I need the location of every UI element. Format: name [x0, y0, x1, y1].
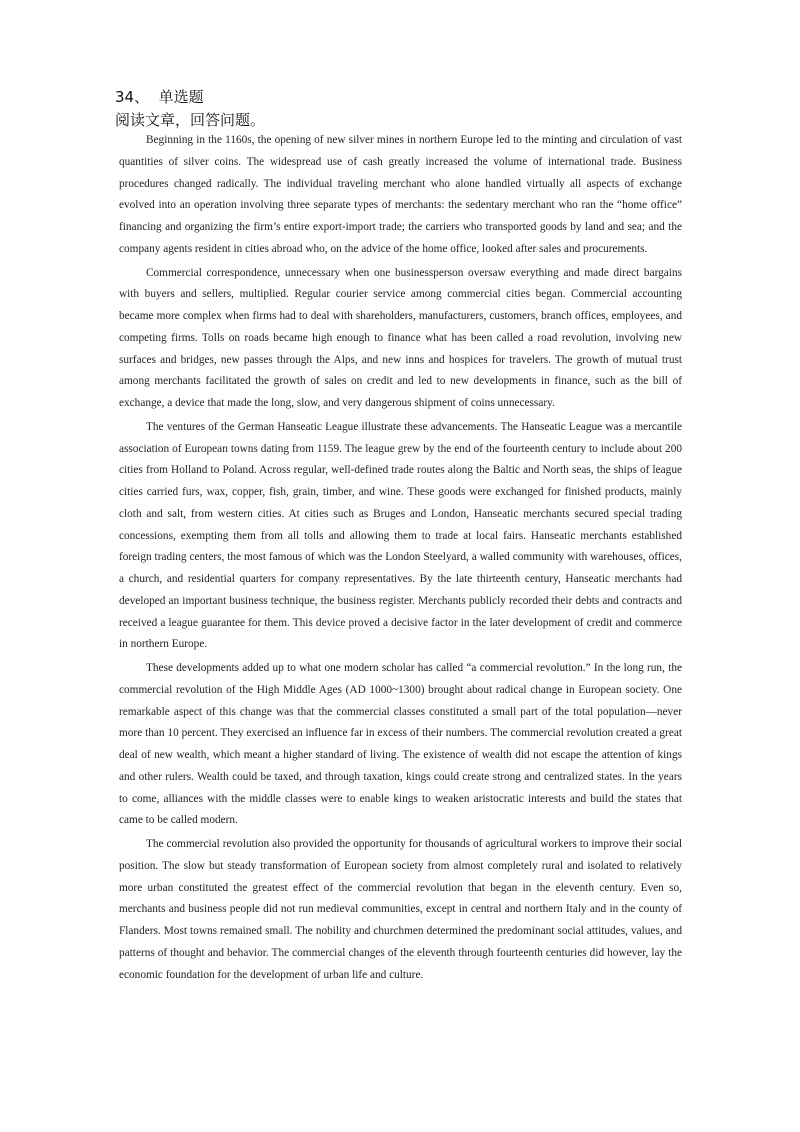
reading-passage [119, 130, 682, 988]
question-instruction: 阅读文章，回答问题。 [115, 111, 266, 129]
passage-paragraph-2: Commercial correspondence, unnecessary when one businessperson oversaw everything and made direct bargains with buyers and sellers, multiplied. Regular courier service among commercial cities began. Commercial accounting became more complex when firms had to deal with shareholders, manufacturers, customers, branch offices, employees, and competing firms. Tolls on roads became high enough to finance what has been called a road revolution, involving new surfaces and bridges, new passes through the Alps, and new inns and hospices for travelers. The growth of mutual trust among merchants facilitated the growth of sales on credit and led to new developments in finance, such as the bill of exchange, a device that made the long, slow, and very dangerous shipment of coins unnecessary. [119, 266, 682, 409]
question-number: 34 [115, 88, 135, 106]
question-type: 单选题 [158, 88, 204, 106]
passage-paragraph-5: The commercial revolution also provided the opportunity for thousands of agricultural workers to improve their social position. The slow but steady transformation of European society from almost completely rural and isolated to relatively more urban constituted the greatest effect of the commercial revolution that began in the eleventh century. Even so, merchants and business people did not run medieval communities, except in central and northern Italy and in the county of Flanders. Most towns remained small. The nobility and churchmen determined the predominant social attitudes, values, and patterns of thought and behavior. The commercial changes of the eleventh through fourteenth centuries did however, lay the economic foundation for the development of urban life and culture. [119, 838, 682, 981]
passage-paragraph-3: The ventures of the German Hanseatic League illustrate these advancements. The Hanseatic League was a mercantile association of European towns dating from 1159. The league grew by the end of the fourteenth century to include about 200 cities from Holland to Poland. Across regular, well-defined trade routes along the Baltic and North seas, the ships of league cities carried furs, wax, copper, fish, grain, timber, and wine. These goods were exchanged for finished products, mainly cloth and salt, from western cities. At cities such as Bruges and London, Hanseatic merchants secured special trading concessions, exempting them from all tolls and allowing them to trade at local fairs. Hanseatic merchants established foreign trading centers, the most famous of which was the London Steelyard, a walled community with warehouses, offices, a church, and residential quarters for company representatives. By the late thirteenth century, Hanseatic merchants had developed an important business technique, the business register. Merchants publicly recorded their debts and contracts and received a league guarantee for them. This device proved a decisive factor in the later development of credit and commerce in northern Europe. [119, 420, 682, 651]
question-title [115, 86, 265, 108]
question-header [115, 86, 265, 131]
passage-paragraph-4: These developments added up to what one modern scholar has called “a commercial revolution.” In the long run, the commercial revolution of the High Middle Ages (AD 1000~1300) brought about radical change in European society. One remarkable aspect of this change was that the commercial classes constituted a small part of the total population—never more than 10 percent. They exercised an influence far in excess of their numbers. The commercial revolution created a great deal of new wealth, which meant a higher standard of living. The existence of wealth did not escape the attention of kings and other rulers. Wealth could be taxed, and through taxation, kings could create strong and centralized states. In the years to come, alliances with the middle classes were to enable kings to weaken aristocratic interests and build the states that came to be called modern. [119, 662, 682, 827]
passage-paragraph-1: Beginning in the 1160s, the opening of new silver mines in northern Europe led to the minting and circulation of vast quantities of silver coins. The widespread use of cash greatly increased the volume of international trade. Business procedures changed radically. The individual traveling merchant who alone handled virtually all aspects of exchange evolved into an operation involving three separate types of merchants: the sedentary merchant who ran the “home office” financing and organizing the firm’s entire export-import trade; the carriers who transported goods by land and sea; and the company agents resident in cities abroad who, on the advice of the home office, looked after sales and procurements. [119, 134, 682, 255]
question-separator: 、 [134, 88, 150, 106]
